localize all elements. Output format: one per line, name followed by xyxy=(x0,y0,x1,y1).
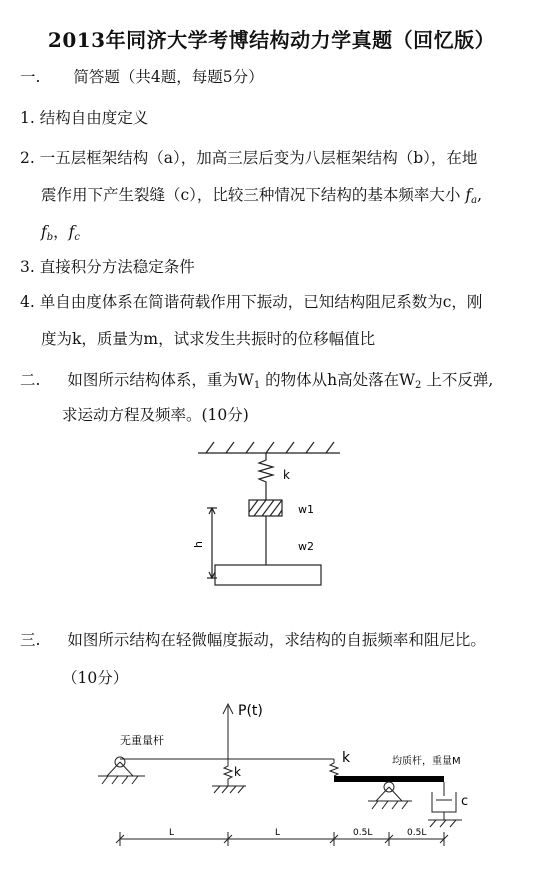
label-load: P(t) xyxy=(238,703,263,719)
section1-number: 一. xyxy=(20,68,41,86)
label-w2: w2 xyxy=(298,540,314,553)
spring-k1 xyxy=(224,759,232,786)
section2-line2: 求运动方程及频率。(10分) xyxy=(62,406,249,424)
label-k1: k xyxy=(234,765,241,779)
question-2-text: 震作用下产生裂缝（c），比较三种情况下结构的基本频率大小 xyxy=(41,186,461,204)
dim-3: 0.5L xyxy=(353,828,373,838)
label-k2: k xyxy=(342,750,351,766)
label-uniform-bar: 均质杆，重量M xyxy=(392,756,461,767)
section3-line2: （10分） xyxy=(62,669,129,687)
page-title: 2013年同济大学考博结构动力学真题（回忆版） xyxy=(47,28,496,52)
question-2-line3: fb，fc xyxy=(41,223,81,243)
dim-1: L xyxy=(169,828,175,838)
section2-text-c: 上不反弹, xyxy=(426,371,494,389)
symbol-fb: fb xyxy=(41,223,54,243)
label-w1: w1 xyxy=(298,503,314,516)
section2-text-a: 如图所示结构体系，重为W xyxy=(67,371,254,389)
uniform-bar xyxy=(334,776,444,782)
left-support-hatch xyxy=(102,776,138,784)
question-4-line2: 度为k，质量为m，试求发生共振时的位移幅值比 xyxy=(41,330,376,348)
symbol-fc: fc xyxy=(68,223,81,243)
section1-heading: 简答题（共4题，每题5分） xyxy=(73,68,264,86)
question-4-line1: 4. 单自由度体系在简谐荷载作用下振动，已知结构阻尼系数为c，刚 xyxy=(20,293,483,311)
spring-k2 xyxy=(330,759,338,776)
question-1: 1. 结构自由度定义 xyxy=(20,109,149,127)
w2-subscript: 2 xyxy=(415,380,422,391)
label-c: c xyxy=(461,794,469,809)
section3-number: 三. xyxy=(20,631,41,649)
w1-subscript: 1 xyxy=(253,380,261,391)
section3-text: 如图所示结构在轻微幅度振动，求结构的自振频率和阻尼比。 xyxy=(67,631,486,649)
dim-4: 0.5L xyxy=(407,828,427,838)
section2-number: 二. xyxy=(20,371,41,389)
question-3: 3. 直接积分方法稳定条件 xyxy=(20,258,195,276)
section2-text-b: 的物体从h高处落在W xyxy=(265,371,416,389)
label-h: h xyxy=(192,541,205,548)
label-massless-bar: 无重量杆 xyxy=(120,734,164,747)
dim-2: L xyxy=(275,828,281,838)
symbol-fa: fa xyxy=(465,186,478,206)
label-k: k xyxy=(283,468,290,482)
question-2-line2: 震作用下产生裂缝（c），比较三种情况下结构的基本频率大小 fa, xyxy=(41,186,483,206)
question-2-line1: 2. 一五层框架结构（a），加高三层后变为八层框架结构（b），在地 xyxy=(20,149,478,167)
